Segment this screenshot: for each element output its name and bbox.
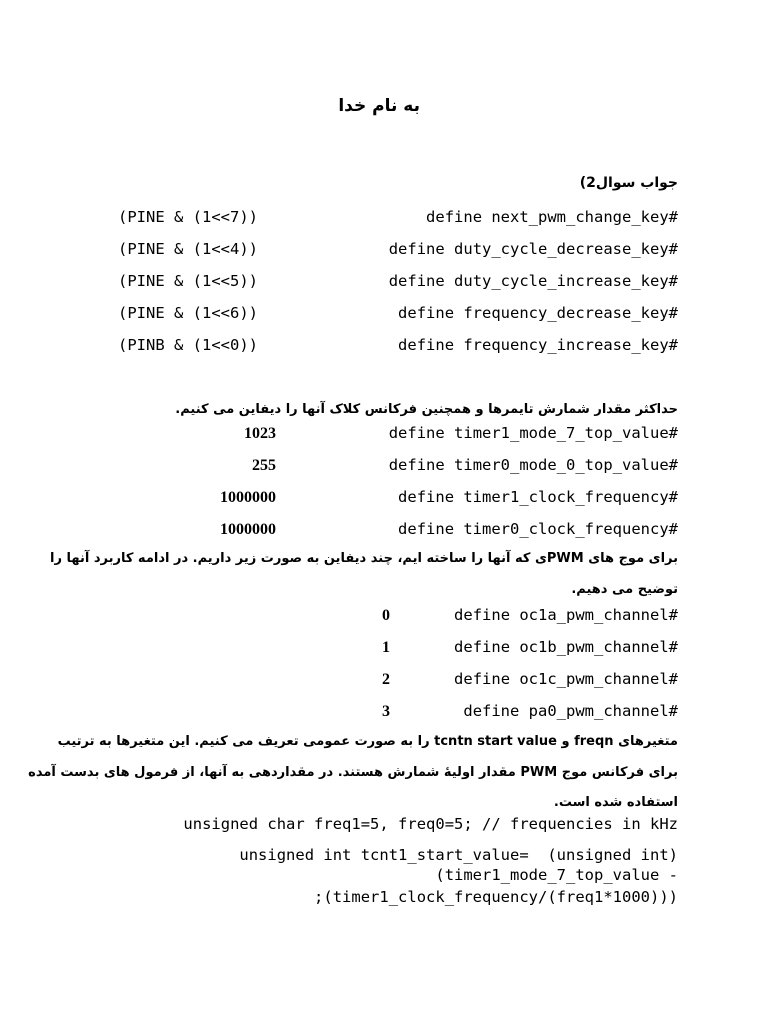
define-value: (PINB & (1<<0)) <box>118 336 258 354</box>
define-value: (PINE & (1<<4)) <box>118 240 258 258</box>
define-value: 3 <box>382 703 390 720</box>
define-line: define oc1c_pwm_channel# <box>454 670 678 688</box>
define-line: define oc1a_pwm_channel# <box>454 606 678 624</box>
define-line: define frequency_decrease_key# <box>398 304 678 322</box>
define-value: 0 <box>382 607 390 624</box>
code-line: (timer1_mode_7_top_value - <box>435 866 678 884</box>
paragraph-vars-line: متغیرهای freqn و tcntn start value را به صورت عمومی تعریف می کنیم. این متغیرها به ترتیب <box>57 734 678 749</box>
section-label: جواب سوال2) <box>579 175 678 191</box>
define-line: define timer1_clock_frequency# <box>398 488 678 506</box>
define-line: define next_pwm_change_key# <box>426 208 678 226</box>
define-line: define oc1b_pwm_channel# <box>454 638 678 656</box>
define-value: 1 <box>382 639 390 656</box>
define-value: (PINE & (1<<5)) <box>118 272 258 290</box>
define-value: 255 <box>252 457 276 474</box>
define-value: 1000000 <box>220 521 276 538</box>
paragraph-vars-line: برای فرکانس موج PWM مقدار اولیهٔ شمارش هستند. در مقداردهی به آنها، از فرمول های بدست آمده <box>28 765 678 780</box>
define-line: define duty_cycle_increase_key# <box>388 272 678 290</box>
define-line: define duty_cycle_decrease_key# <box>388 240 678 258</box>
define-value: (PINE & (1<<7)) <box>118 208 258 226</box>
paragraph-vars-line: استفاده شده است. <box>553 795 678 810</box>
paragraph-timers: حداکثر مقدار شمارش تایمرها و همچنین فرکانس کلاک آنها را دیفاین می کنیم. <box>175 402 678 417</box>
paragraph-pwm-line: برای موج های PWMی که آنها را ساخته ایم، چند دیفاین به صورت زیر داریم. در ادامه کاربرد آنها را <box>50 551 678 566</box>
code-line: ;(timer1_clock_frequency/(freq1*1000))) <box>314 888 678 906</box>
define-value: (PINE & (1<<6)) <box>118 304 258 322</box>
paragraph-pwm-line: توضیح می دهیم. <box>571 582 678 597</box>
define-line: define timer0_mode_0_top_value# <box>388 456 678 474</box>
define-line: define pa0_pwm_channel# <box>463 702 678 720</box>
define-value: 2 <box>382 671 390 688</box>
define-value: 1000000 <box>220 489 276 506</box>
code-line: unsigned int tcnt1_start_value= (unsigned int) <box>239 846 678 864</box>
code-line: unsigned char freq1=5, freq0=5; // frequencies in kHz <box>183 815 678 833</box>
define-value: 1023 <box>244 425 276 442</box>
define-line: define timer0_clock_frequency# <box>398 520 678 538</box>
define-line: define frequency_increase_key# <box>398 336 678 354</box>
page-title: به نام خدا <box>338 96 420 116</box>
define-line: define timer1_mode_7_top_value# <box>388 424 678 442</box>
